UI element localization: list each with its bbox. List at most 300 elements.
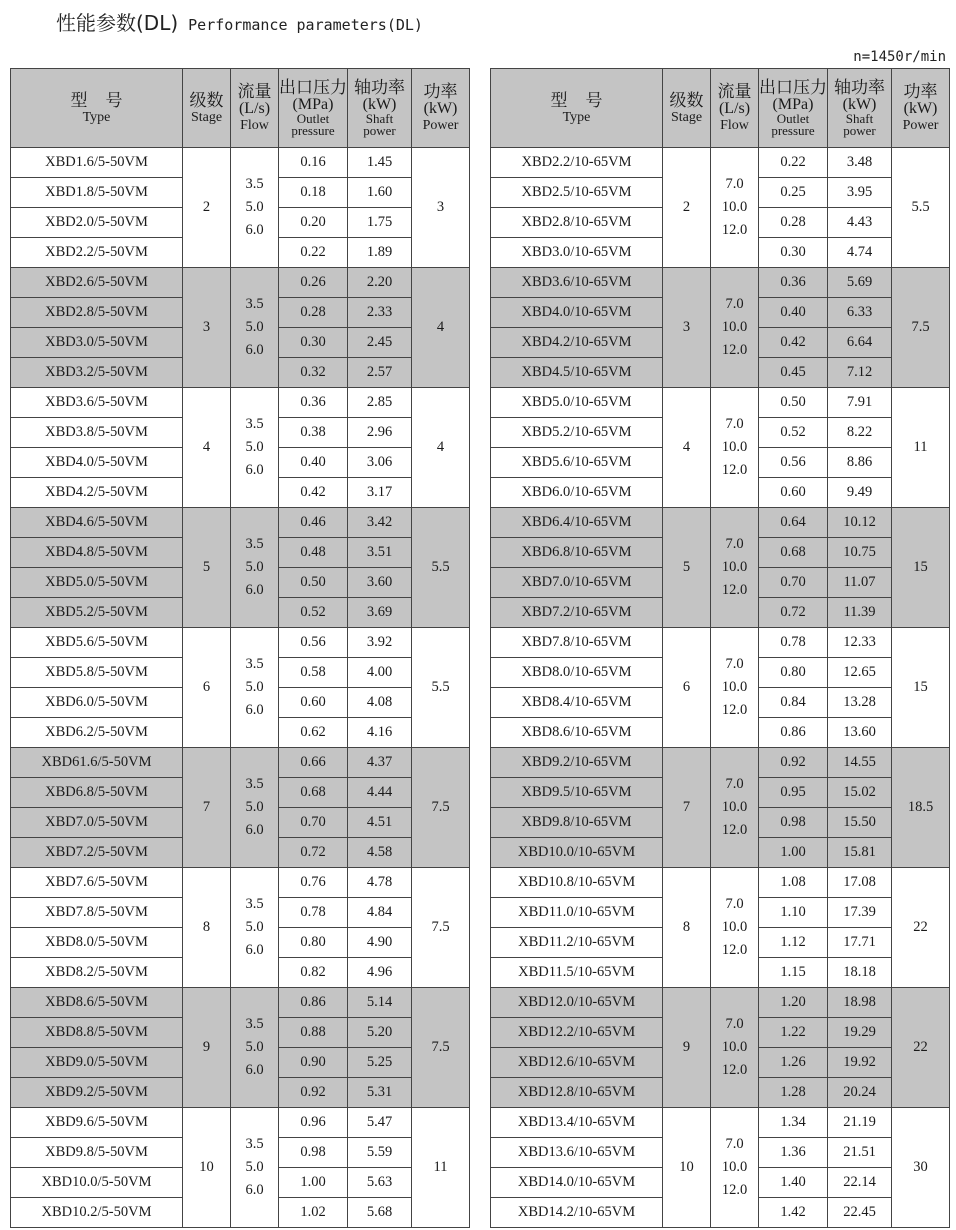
type-cell: XBD1.6/5-50VM	[11, 148, 183, 178]
flow-value: 5.0	[245, 1039, 264, 1055]
shaft-power-cell: 3.60	[348, 568, 412, 598]
stage-cell: 6	[183, 628, 231, 748]
type-cell: XBD14.0/10-65VM	[491, 1168, 663, 1198]
flow-cell	[231, 1108, 279, 1228]
stage-group	[491, 508, 950, 628]
flow-value: 10.0	[721, 679, 748, 695]
shaft-power-cell: 11.39	[828, 598, 892, 628]
stage-cell: 4	[183, 388, 231, 508]
shaft-power-cell: 13.60	[828, 718, 892, 748]
type-cell: XBD8.8/5-50VM	[11, 1018, 183, 1048]
outlet-pressure-cell: 0.76	[279, 868, 348, 898]
type-cell: XBD11.5/10-65VM	[491, 958, 663, 988]
shaft-power-cell: 13.28	[828, 688, 892, 718]
table-row	[491, 388, 950, 418]
type-cell: XBD1.8/5-50VM	[11, 178, 183, 208]
shaft-power-cell: 4.00	[348, 658, 412, 688]
type-cell: XBD6.0/10-65VM	[491, 478, 663, 508]
flow-cell	[231, 508, 279, 628]
stage-cell: 10	[663, 1108, 711, 1228]
stage-group	[491, 148, 950, 268]
flow-value: 3.5	[245, 296, 264, 312]
flow-cell	[711, 988, 759, 1108]
shaft-power-cell: 4.43	[828, 208, 892, 238]
type-cell: XBD2.6/5-50VM	[11, 268, 183, 298]
outlet-pressure-cell: 0.52	[759, 418, 828, 448]
outlet-pressure-cell: 1.28	[759, 1078, 828, 1108]
table-row	[11, 1108, 470, 1138]
flow-value: 7.0	[725, 896, 744, 912]
power-header: 功率 (kW) Power	[412, 69, 470, 148]
stage-group	[491, 868, 950, 988]
outlet-pressure-cell: 0.26	[279, 268, 348, 298]
type-cell: XBD61.6/5-50VM	[11, 748, 183, 778]
flow-value: 12.0	[721, 942, 748, 958]
shaft-power-cell: 2.96	[348, 418, 412, 448]
shaft-power-cell: 8.86	[828, 448, 892, 478]
type-cell: XBD6.8/5-50VM	[11, 778, 183, 808]
outlet-pressure-cell: 0.98	[279, 1138, 348, 1168]
table-row	[11, 748, 470, 778]
outlet-pressure-cell: 0.20	[279, 208, 348, 238]
shaft-power-cell: 3.42	[348, 508, 412, 538]
type-cell: XBD4.0/5-50VM	[11, 448, 183, 478]
type-cell: XBD7.6/5-50VM	[11, 868, 183, 898]
flow-value: 6.0	[245, 1182, 264, 1198]
outlet-pressure-cell: 0.22	[759, 148, 828, 178]
outlet-pressure-cell: 0.64	[759, 508, 828, 538]
power-cell: 22	[892, 988, 950, 1108]
shaft-power-cell: 3.48	[828, 148, 892, 178]
table-row	[11, 988, 470, 1018]
outlet-pressure-cell: 1.00	[759, 838, 828, 868]
type-cell: XBD2.5/10-65VM	[491, 178, 663, 208]
flow-cell	[711, 748, 759, 868]
outlet-pressure-cell: 0.22	[279, 238, 348, 268]
power-cell: 11	[412, 1108, 470, 1228]
flow-value: 5.0	[245, 679, 264, 695]
type-cell: XBD4.2/10-65VM	[491, 328, 663, 358]
outlet-pressure-cell: 0.52	[279, 598, 348, 628]
power-cell: 5.5	[412, 628, 470, 748]
stage-group	[11, 988, 470, 1108]
flow-value: 5.0	[245, 919, 264, 935]
table-row	[11, 628, 470, 658]
table-header-row	[11, 69, 470, 148]
type-cell: XBD3.6/5-50VM	[11, 388, 183, 418]
flow-value: 12.0	[721, 342, 748, 358]
shaft-power-cell: 10.75	[828, 538, 892, 568]
outlet-pressure-cell: 0.95	[759, 778, 828, 808]
stage-group	[491, 1108, 950, 1228]
shaft-power-cell: 3.92	[348, 628, 412, 658]
flow-value: 7.0	[725, 1136, 744, 1152]
type-cell: XBD2.8/5-50VM	[11, 298, 183, 328]
performance-table-left	[10, 68, 470, 1228]
outlet-pressure-cell: 0.56	[759, 448, 828, 478]
table-row	[491, 988, 950, 1018]
stage-group	[491, 268, 950, 388]
type-cell: XBD10.8/10-65VM	[491, 868, 663, 898]
outlet-pressure-cell: 0.28	[279, 298, 348, 328]
shaft-power-cell: 4.08	[348, 688, 412, 718]
type-header: 型号 Type	[491, 69, 663, 148]
shaft-power-cell: 11.07	[828, 568, 892, 598]
outlet-pressure-cell: 0.32	[279, 358, 348, 388]
shaft-power-cell: 5.68	[348, 1198, 412, 1228]
flow-cell	[711, 508, 759, 628]
shaft-power-cell: 5.69	[828, 268, 892, 298]
flow-value: 7.0	[725, 776, 744, 792]
flow-value: 10.0	[721, 199, 748, 215]
flow-value: 3.5	[245, 416, 264, 432]
type-cell: XBD4.6/5-50VM	[11, 508, 183, 538]
shaft-power-cell: 8.22	[828, 418, 892, 448]
type-header: 型号 Type	[11, 69, 183, 148]
type-cell: XBD7.0/10-65VM	[491, 568, 663, 598]
outlet-pressure-cell: 0.82	[279, 958, 348, 988]
shaft-power-cell: 4.78	[348, 868, 412, 898]
power-cell: 4	[412, 268, 470, 388]
shaft-power-cell: 7.91	[828, 388, 892, 418]
table-row	[491, 748, 950, 778]
shaft-power-cell: 1.45	[348, 148, 412, 178]
outlet-pressure-cell: 1.12	[759, 928, 828, 958]
outlet-pressure-cell: 0.88	[279, 1018, 348, 1048]
page-title	[56, 6, 423, 40]
type-cell: XBD10.0/5-50VM	[11, 1168, 183, 1198]
type-cell: XBD2.0/5-50VM	[11, 208, 183, 238]
flow-value: 12.0	[721, 222, 748, 238]
outlet-pressure-cell: 0.80	[279, 928, 348, 958]
flow-cell	[231, 628, 279, 748]
stage-cell: 9	[663, 988, 711, 1108]
stage-group	[491, 748, 950, 868]
outlet-pressure-cell: 0.30	[759, 238, 828, 268]
shaft-power-cell: 12.65	[828, 658, 892, 688]
type-cell: XBD10.2/5-50VM	[11, 1198, 183, 1228]
outlet-pressure-cell: 0.68	[279, 778, 348, 808]
flow-value: 5.0	[245, 1159, 264, 1175]
shaft-power-cell: 4.44	[348, 778, 412, 808]
outlet-pressure-cell: 1.34	[759, 1108, 828, 1138]
flow-value: 3.5	[245, 656, 264, 672]
outlet-pressure-cell: 0.72	[279, 838, 348, 868]
shaft-power-cell: 22.14	[828, 1168, 892, 1198]
outlet-pressure-cell: 0.42	[759, 328, 828, 358]
shaft-power-cell: 9.49	[828, 478, 892, 508]
type-cell: XBD5.6/5-50VM	[11, 628, 183, 658]
stage-group	[491, 628, 950, 748]
outlet-pressure-cell: 0.40	[279, 448, 348, 478]
shaft-power-cell: 3.69	[348, 598, 412, 628]
type-cell: XBD3.0/5-50VM	[11, 328, 183, 358]
power-cell: 15	[892, 628, 950, 748]
flow-cell	[711, 868, 759, 988]
stage-header: 级数 Stage	[663, 69, 711, 148]
flow-header: 流量 (L/s) Flow	[711, 69, 759, 148]
flow-value: 5.0	[245, 199, 264, 215]
shaft-power-cell: 12.33	[828, 628, 892, 658]
shaft-power-cell: 18.98	[828, 988, 892, 1018]
table-header-row	[491, 69, 950, 148]
type-cell: XBD9.8/10-65VM	[491, 808, 663, 838]
type-cell: XBD14.2/10-65VM	[491, 1198, 663, 1228]
outlet-pressure-cell: 0.86	[279, 988, 348, 1018]
power-cell: 5.5	[412, 508, 470, 628]
flow-value: 6.0	[245, 1062, 264, 1078]
shaft-power-cell: 1.89	[348, 238, 412, 268]
type-cell: XBD3.2/5-50VM	[11, 358, 183, 388]
stage-group	[11, 268, 470, 388]
stage-group	[491, 988, 950, 1108]
shaft-power-cell: 5.20	[348, 1018, 412, 1048]
type-cell: XBD4.5/10-65VM	[491, 358, 663, 388]
page-title-cn: 性能参数(DL)	[56, 11, 179, 35]
outlet-pressure-cell: 1.15	[759, 958, 828, 988]
stage-group	[11, 748, 470, 868]
shaft-power-cell: 5.47	[348, 1108, 412, 1138]
flow-value: 10.0	[721, 559, 748, 575]
type-cell: XBD8.6/5-50VM	[11, 988, 183, 1018]
flow-cell	[231, 388, 279, 508]
type-cell: XBD7.2/10-65VM	[491, 598, 663, 628]
stage-cell: 3	[183, 268, 231, 388]
stage-cell: 7	[663, 748, 711, 868]
stage-group	[11, 1108, 470, 1228]
shaft-power-cell: 2.57	[348, 358, 412, 388]
outlet-pressure-cell: 0.84	[759, 688, 828, 718]
power-cell: 7.5	[412, 988, 470, 1108]
shaft-power-cell: 4.90	[348, 928, 412, 958]
outlet-pressure-cell: 0.40	[759, 298, 828, 328]
shaft-power-cell: 4.74	[828, 238, 892, 268]
type-cell: XBD6.2/5-50VM	[11, 718, 183, 748]
type-cell: XBD13.4/10-65VM	[491, 1108, 663, 1138]
flow-value: 12.0	[721, 822, 748, 838]
shaft-power-cell: 3.95	[828, 178, 892, 208]
shaft-power-cell: 15.81	[828, 838, 892, 868]
power-cell: 7.5	[412, 748, 470, 868]
type-cell: XBD9.2/10-65VM	[491, 748, 663, 778]
stage-cell: 8	[183, 868, 231, 988]
type-cell: XBD4.2/5-50VM	[11, 478, 183, 508]
stage-header: 级数 Stage	[183, 69, 231, 148]
table-row	[11, 508, 470, 538]
flow-value: 10.0	[721, 439, 748, 455]
outlet-pressure-cell: 1.42	[759, 1198, 828, 1228]
stage-cell: 2	[663, 148, 711, 268]
flow-value: 6.0	[245, 342, 264, 358]
shaft-power-cell: 10.12	[828, 508, 892, 538]
flow-value: 12.0	[721, 1182, 748, 1198]
type-cell: XBD6.4/10-65VM	[491, 508, 663, 538]
power-cell: 22	[892, 868, 950, 988]
outlet-pressure-cell: 0.42	[279, 478, 348, 508]
outlet-pressure-header: 出口压力 (MPa) Outlet pressure	[759, 69, 828, 148]
flow-value: 3.5	[245, 776, 264, 792]
type-cell: XBD11.0/10-65VM	[491, 898, 663, 928]
type-cell: XBD8.6/10-65VM	[491, 718, 663, 748]
rotation-speed-note: n=1450r/min	[853, 49, 946, 65]
outlet-pressure-cell: 0.72	[759, 598, 828, 628]
flow-value: 6.0	[245, 582, 264, 598]
outlet-pressure-cell: 1.20	[759, 988, 828, 1018]
shaft-power-cell: 6.33	[828, 298, 892, 328]
stage-cell: 10	[183, 1108, 231, 1228]
type-cell: XBD2.2/5-50VM	[11, 238, 183, 268]
outlet-pressure-cell: 0.78	[279, 898, 348, 928]
shaft-power-cell: 5.59	[348, 1138, 412, 1168]
outlet-pressure-cell: 0.58	[279, 658, 348, 688]
flow-value: 12.0	[721, 462, 748, 478]
type-cell: XBD13.6/10-65VM	[491, 1138, 663, 1168]
shaft-power-cell: 4.58	[348, 838, 412, 868]
outlet-pressure-header: 出口压力 (MPa) Outlet pressure	[279, 69, 348, 148]
flow-value: 6.0	[245, 942, 264, 958]
table-row	[11, 148, 470, 178]
flow-value: 3.5	[245, 1136, 264, 1152]
outlet-pressure-cell: 0.98	[759, 808, 828, 838]
outlet-pressure-cell: 1.10	[759, 898, 828, 928]
outlet-pressure-cell: 0.86	[759, 718, 828, 748]
flow-value: 5.0	[245, 439, 264, 455]
flow-value: 3.5	[245, 1016, 264, 1032]
flow-value: 7.0	[725, 536, 744, 552]
power-cell: 3	[412, 148, 470, 268]
type-cell: XBD8.4/10-65VM	[491, 688, 663, 718]
outlet-pressure-cell: 0.36	[759, 268, 828, 298]
flow-value: 10.0	[721, 319, 748, 335]
power-cell: 4	[412, 388, 470, 508]
power-header: 功率 (kW) Power	[892, 69, 950, 148]
flow-value: 10.0	[721, 1159, 748, 1175]
flow-cell	[231, 988, 279, 1108]
table-row	[491, 628, 950, 658]
flow-value: 12.0	[721, 582, 748, 598]
type-cell: XBD5.2/10-65VM	[491, 418, 663, 448]
type-cell: XBD4.0/10-65VM	[491, 298, 663, 328]
stage-group	[11, 388, 470, 508]
shaft-power-cell: 17.71	[828, 928, 892, 958]
stage-cell: 7	[183, 748, 231, 868]
outlet-pressure-cell: 0.66	[279, 748, 348, 778]
type-cell: XBD9.2/5-50VM	[11, 1078, 183, 1108]
table-row	[491, 508, 950, 538]
shaft-power-cell: 15.50	[828, 808, 892, 838]
type-cell: XBD3.6/10-65VM	[491, 268, 663, 298]
outlet-pressure-cell: 0.96	[279, 1108, 348, 1138]
outlet-pressure-cell: 1.26	[759, 1048, 828, 1078]
outlet-pressure-cell: 1.36	[759, 1138, 828, 1168]
stage-group	[491, 388, 950, 508]
flow-value: 12.0	[721, 1062, 748, 1078]
flow-value: 10.0	[721, 1039, 748, 1055]
shaft-power-cell: 7.12	[828, 358, 892, 388]
flow-value: 10.0	[721, 799, 748, 815]
power-cell: 7.5	[892, 268, 950, 388]
shaft-power-cell: 2.20	[348, 268, 412, 298]
shaft-power-cell: 5.63	[348, 1168, 412, 1198]
shaft-power-cell: 4.16	[348, 718, 412, 748]
page-title-en: Performance parameters(DL)	[188, 16, 423, 34]
shaft-power-cell: 19.92	[828, 1048, 892, 1078]
shaft-power-cell: 15.02	[828, 778, 892, 808]
shaft-power-cell: 21.51	[828, 1138, 892, 1168]
table-row	[491, 268, 950, 298]
power-cell: 18.5	[892, 748, 950, 868]
flow-cell	[711, 148, 759, 268]
shaft-power-header: 轴功率 (kW) Shaft power	[348, 69, 412, 148]
outlet-pressure-cell: 0.80	[759, 658, 828, 688]
shaft-power-cell: 5.14	[348, 988, 412, 1018]
stage-cell: 6	[663, 628, 711, 748]
shaft-power-cell: 2.85	[348, 388, 412, 418]
stage-cell: 9	[183, 988, 231, 1108]
shaft-power-cell: 22.45	[828, 1198, 892, 1228]
outlet-pressure-cell: 1.40	[759, 1168, 828, 1198]
shaft-power-cell: 20.24	[828, 1078, 892, 1108]
outlet-pressure-cell: 0.50	[279, 568, 348, 598]
shaft-power-cell: 3.17	[348, 478, 412, 508]
flow-value: 3.5	[245, 176, 264, 192]
type-cell: XBD10.0/10-65VM	[491, 838, 663, 868]
flow-value: 3.5	[245, 896, 264, 912]
table-row	[11, 388, 470, 418]
shaft-power-cell: 3.06	[348, 448, 412, 478]
flow-value: 5.0	[245, 559, 264, 575]
shaft-power-cell: 4.37	[348, 748, 412, 778]
shaft-power-cell: 4.51	[348, 808, 412, 838]
shaft-power-cell: 4.84	[348, 898, 412, 928]
outlet-pressure-cell: 0.78	[759, 628, 828, 658]
flow-value: 7.0	[725, 176, 744, 192]
stage-cell: 5	[663, 508, 711, 628]
outlet-pressure-cell: 0.45	[759, 358, 828, 388]
stage-group	[11, 508, 470, 628]
outlet-pressure-cell: 0.48	[279, 538, 348, 568]
type-cell: XBD9.5/10-65VM	[491, 778, 663, 808]
outlet-pressure-cell: 0.62	[279, 718, 348, 748]
type-cell: XBD7.2/5-50VM	[11, 838, 183, 868]
flow-value: 7.0	[725, 656, 744, 672]
outlet-pressure-cell: 1.22	[759, 1018, 828, 1048]
type-cell: XBD4.8/5-50VM	[11, 538, 183, 568]
outlet-pressure-cell: 0.28	[759, 208, 828, 238]
outlet-pressure-cell: 0.38	[279, 418, 348, 448]
type-cell: XBD12.2/10-65VM	[491, 1018, 663, 1048]
type-cell: XBD5.0/10-65VM	[491, 388, 663, 418]
flow-cell	[231, 748, 279, 868]
flow-value: 6.0	[245, 702, 264, 718]
type-cell: XBD5.0/5-50VM	[11, 568, 183, 598]
outlet-pressure-cell: 1.08	[759, 868, 828, 898]
outlet-pressure-cell: 0.46	[279, 508, 348, 538]
flow-value: 7.0	[725, 296, 744, 312]
power-cell: 7.5	[412, 868, 470, 988]
stage-group	[11, 148, 470, 268]
type-cell: XBD5.8/5-50VM	[11, 658, 183, 688]
type-cell: XBD7.8/5-50VM	[11, 898, 183, 928]
power-cell: 5.5	[892, 148, 950, 268]
outlet-pressure-cell: 0.60	[279, 688, 348, 718]
outlet-pressure-cell: 0.68	[759, 538, 828, 568]
type-cell: XBD9.6/5-50VM	[11, 1108, 183, 1138]
type-cell: XBD9.0/5-50VM	[11, 1048, 183, 1078]
shaft-power-cell: 5.31	[348, 1078, 412, 1108]
type-cell: XBD3.0/10-65VM	[491, 238, 663, 268]
stage-cell: 2	[183, 148, 231, 268]
